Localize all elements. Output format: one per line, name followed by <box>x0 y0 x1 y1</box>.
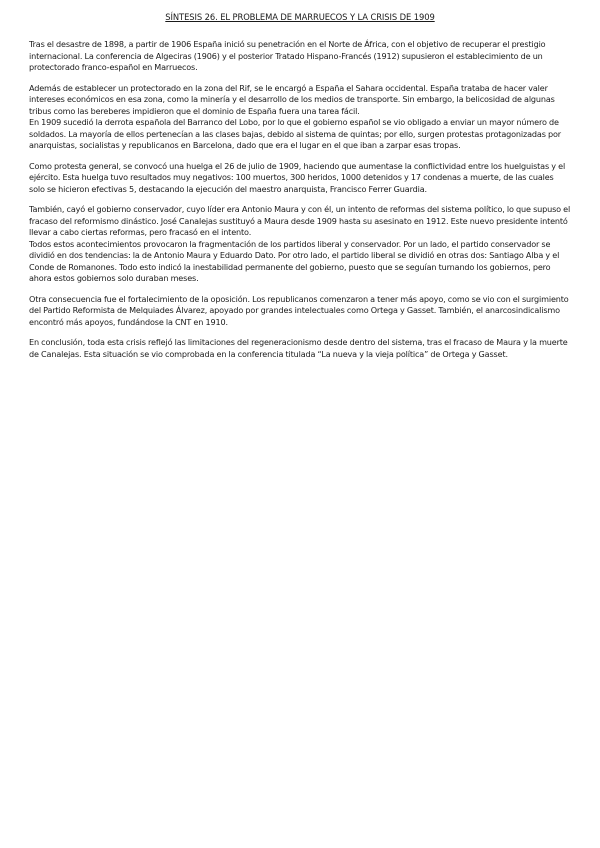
paragraph-line: En 1909 sucedió la derrota española del Barranco del Lobo, por lo que el gobierno español se vio obligado a enviar un mayor número de soldados. La mayoría de ellos pertenecían a las clases bajas, debido al sistema de quintas; por ello, surgen protestas protagonizadas por anarquistas, socialistas y republicanos en Barcelona, dado que era el lugar en el que iban a zarpar esas tropas. <box>29 117 561 150</box>
document-page <box>29 12 571 369</box>
paragraph-line: Como protesta general, se convocó una huelga el 26 de julio de 1909, haciendo que aumentase la conflictividad entre los huelguistas y el ejército. Esta huelga tuvo resultados muy negativos: 100 muertos, 300 heridos, 1000 detenidos y 17 condenas a muerte, de las cuales solo se hicieron efectivas 5, destacando la ejecución del maestro anarquista, Francisco Ferrer Guardia. <box>29 160 566 194</box>
paragraph-4 <box>29 204 571 285</box>
paragraph-line: Todos estos acontecimientos provocaron la fragmentación de los partidos liberal y conservador. Por un lado, el partido conservador se dividió en dos tendencias: la de Antonio Maura y Eduardo Dato. Por otro lado, el partido liberal se dividió en otras dos: Santiago Alba y el Conde de Romanones. Todo esto indicó la inestabilidad permanente del gobierno, puesto que se seguían turnando los gobiernos, pero ahora estos gobiernos solo duraban meses. <box>29 238 560 283</box>
paragraph-2 <box>29 83 571 152</box>
paragraph-line: En conclusión, toda esta crisis reflejó las limitaciones del regeneracionismo desde dentro del sistema, tras el fracaso de Maura y la muerte de Canalejas. Esta situación se vio comprobada en la conferencia titulada “La nueva y la vieja política” de Ortega y Gasset. <box>29 337 568 359</box>
paragraph-line: Otra consecuencia fue el fortalecimiento de la oposición. Los republicanos comenzaron a tener más apoyo, como se vio con el surgimiento del Partido Reformista de Melquiades Álvarez, apoyado por grandes intelectuales como Ortega y Gasset. También, el anarcosindicalismo encontró más apoyos, fundándose la CNT en 1910. <box>29 293 569 327</box>
paragraph-5 <box>29 294 571 329</box>
paragraph-1 <box>29 39 571 74</box>
paragraph-line: También, cayó el gobierno conservador, cuyo líder era Antonio Maura y con él, un intento de reformas del sistema político, lo que supuso el fracaso del reformismo dinástico. José Canalejas sustituyó a Maura desde 1909 hasta su asesinato en 1912. Este nuevo presidente intentó llevar a cabo ciertas reformas, pero fracasó en el intento. <box>29 204 571 237</box>
document-title: SÍNTESIS 26. EL PROBLEMA DE MARRUECOS Y LA CRISIS DE 1909 <box>165 12 435 22</box>
paragraph-line: Tras el desastre de 1898, a partir de 1906 España inició su penetración en el Norte de África, con el objetivo de recuperar el prestigio internacional. La conferencia de Algeciras (1906) y el posterior Tratado Hispano-Francés (1912) supusieron el establecimiento de un protectorado franco-español en Marruecos. <box>29 39 546 72</box>
paragraph-3 <box>29 161 571 196</box>
paragraph-line: Además de establecer un protectorado en la zona del Rif, se le encargó a España el Sahara occidental. España trataba de hacer valer intereses económicos en esa zona, como la minería y el desarrollo de los medios de transporte. Sin embargo, la belicosidad de algunas tribus como las bereberes impidieron que el dominio de España fuera una tarea fácil. <box>29 82 555 116</box>
paragraph-6 <box>29 337 571 360</box>
